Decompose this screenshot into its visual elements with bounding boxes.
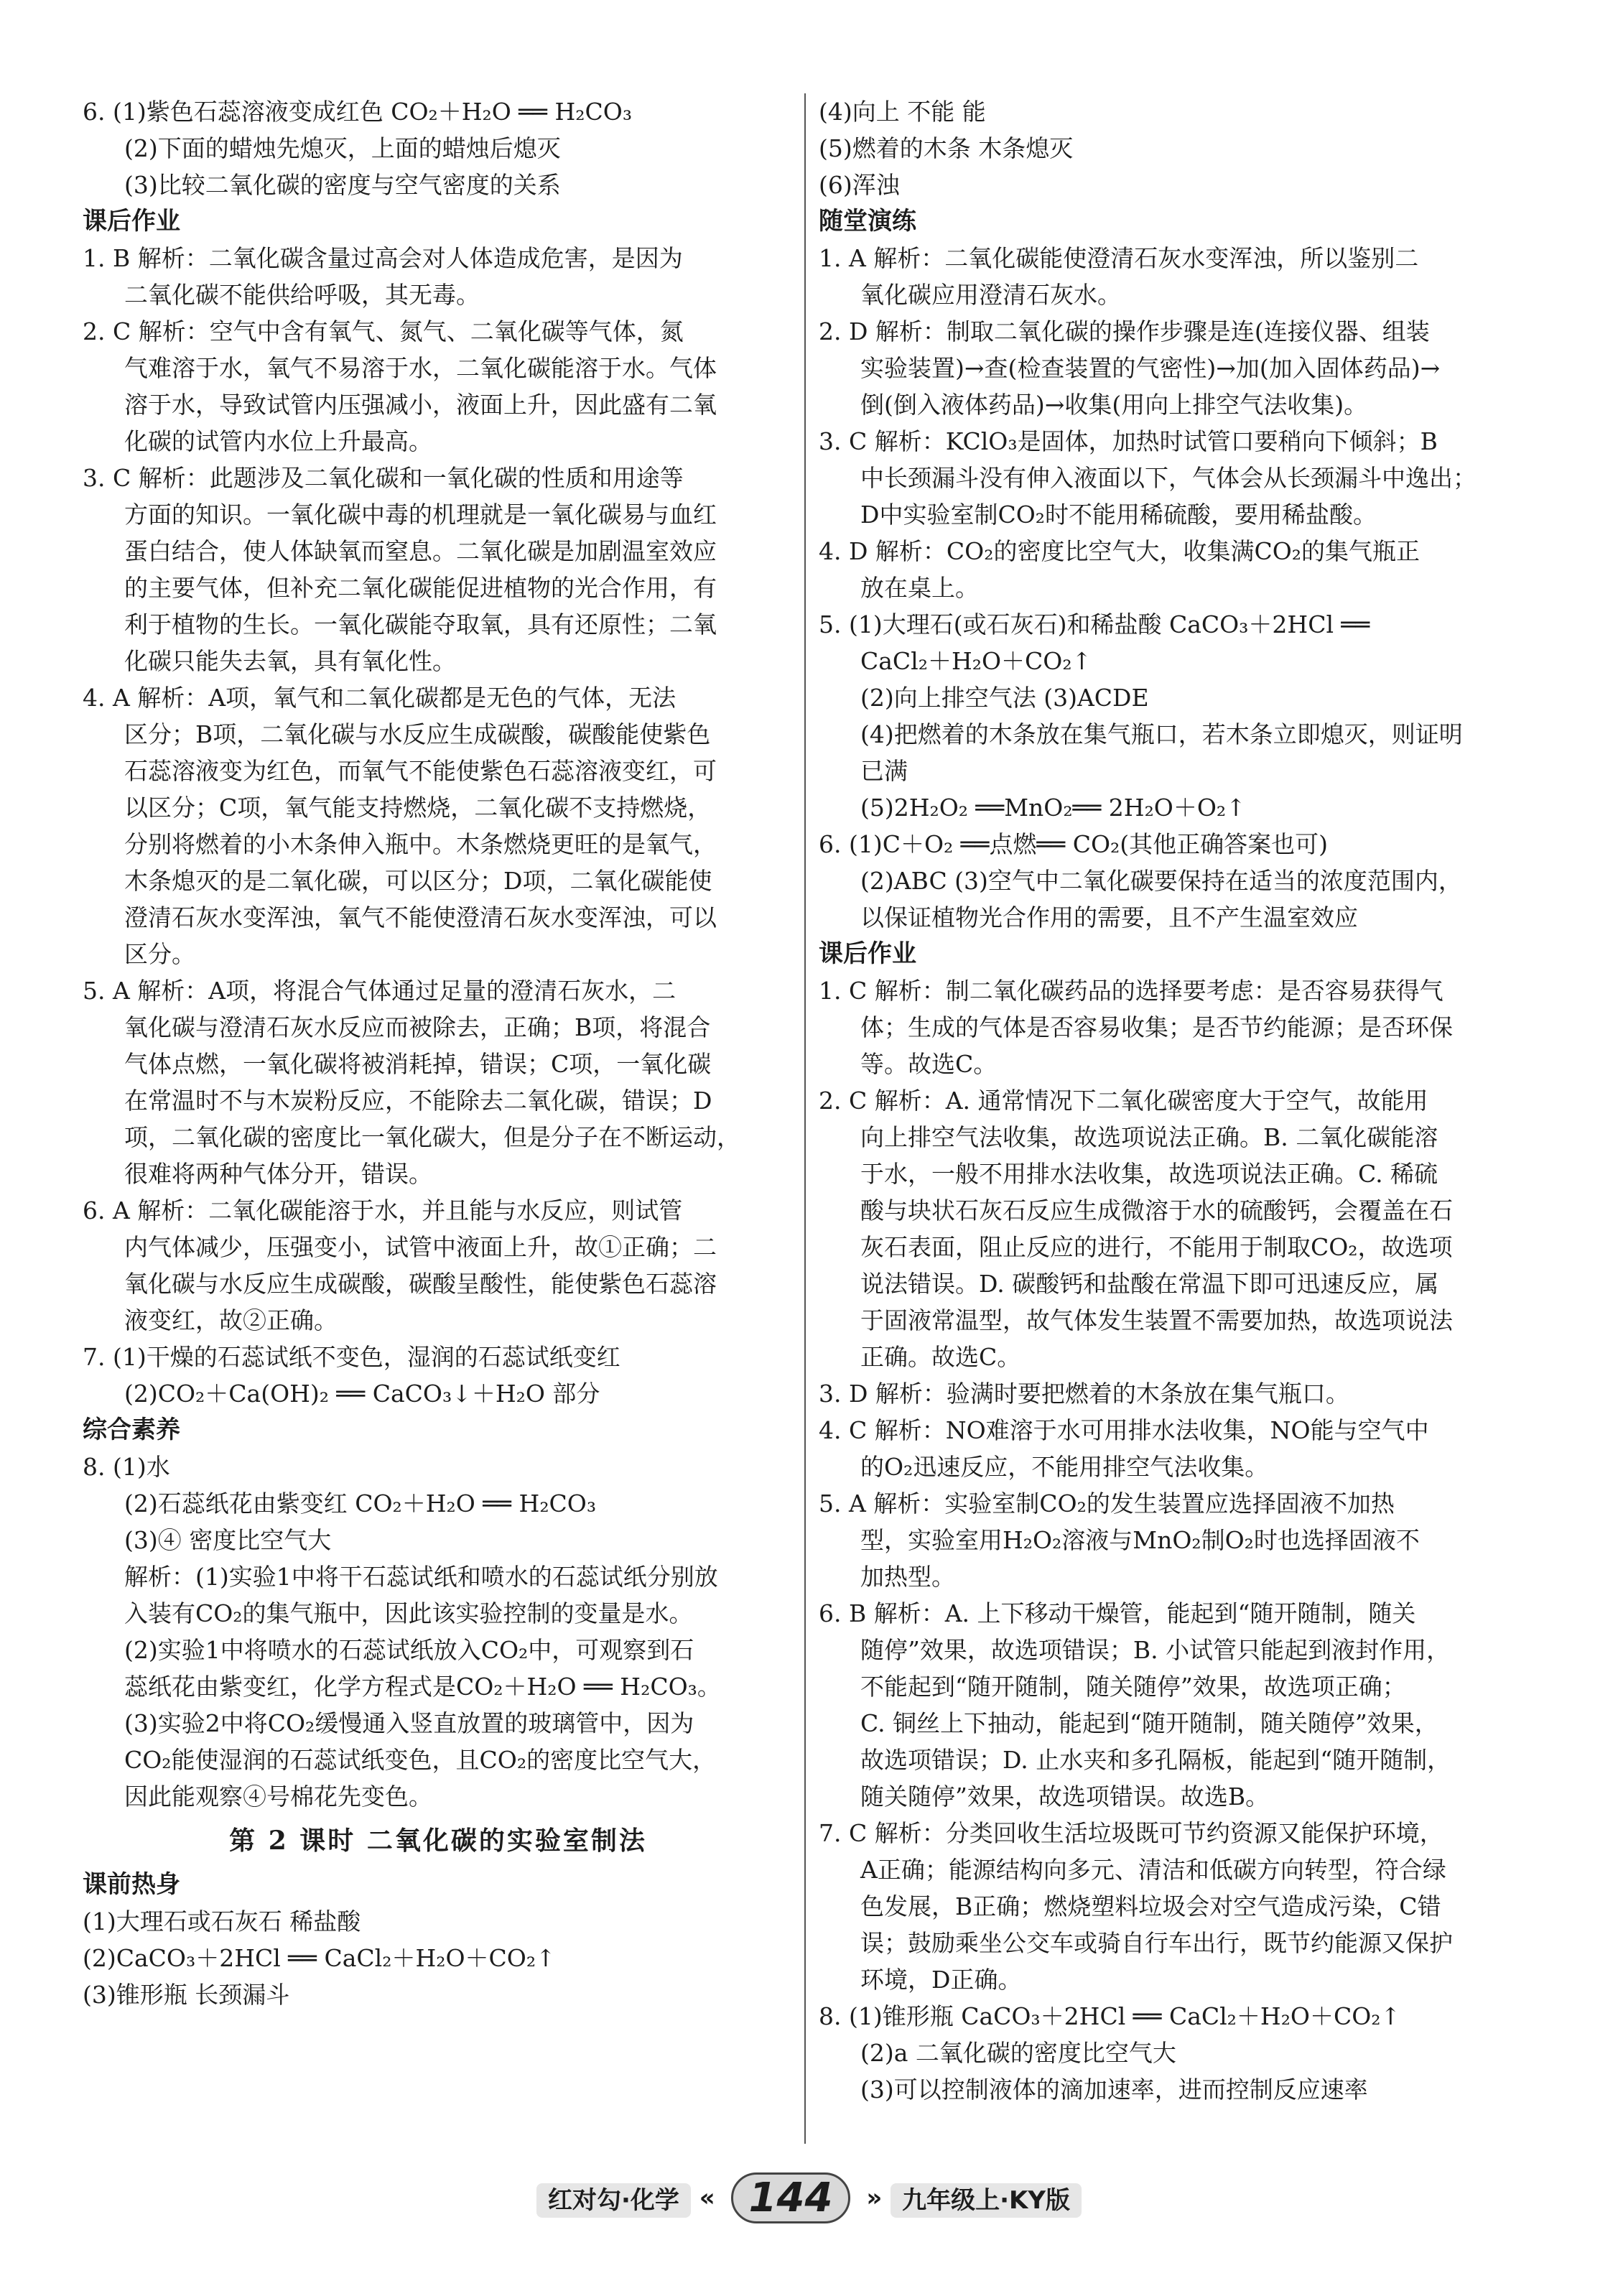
left-line-1: (2)下面的蜡烛先熄灭，上面的蜡烛后熄灭: [124, 134, 561, 162]
left-line-11: 方面的知识。一氧化碳中毒的机理就是一氧化碳易与血红: [124, 501, 717, 529]
left-line-36: 综合素养: [83, 1416, 180, 1444]
left-line-49: (1)大理石或石灰石 稀盐酸: [83, 1907, 361, 1935]
right-line-35: 3. D 解析：验满时要把燃着的木条放在集气瓶口。: [819, 1380, 1349, 1408]
left-line-30: 6. A 解析：二氧化碳能溶于水，并且能与水反应，则试管: [83, 1196, 683, 1224]
right-line-30: 酸与块状石灰石反应生成微溶于水的硫酸钙，会覆盖在石: [860, 1196, 1453, 1224]
page-number: 144: [731, 2172, 851, 2223]
right-line-9: 3. C 解析：KClO₃是固体，加热时试管口要稍向下倾斜；B: [819, 427, 1438, 455]
right-line-19: (5)2H₂O₂ ══MnO₂══ 2H₂O＋O₂↑: [860, 794, 1246, 822]
right-line-5: 氧化碳应用澄清石灰水。: [860, 281, 1121, 309]
right-line-24: 1. C 解析：制二氧化碳药品的选择要考虑：是否容易获得气: [819, 977, 1443, 1005]
left-line-12: 蛋白结合，使人体缺氧而窒息。二氧化碳是加剧温室效应: [124, 537, 717, 565]
footer-open-mark: «: [699, 2183, 715, 2213]
left-line-6: 2. C 解析：空气中含有氧气、氮气、二氧化碳等气体，氮: [83, 317, 684, 345]
left-line-17: 区分；B项，二氧化碳与水反应生成碳酸，碳酸能使紫色: [124, 720, 711, 748]
right-line-27: 2. C 解析：A. 通常情况下二氧化碳密度大于空气，故能用: [819, 1087, 1428, 1115]
left-line-40: 解析：(1)实验1中将干石蕊试纸和喷水的石蕊试纸分别放: [124, 1563, 718, 1591]
right-line-50: 误；鼓励乘坐公交车或骑自行车出行，既节约能源又保护: [860, 1929, 1453, 1957]
footer-grade-edition: 九年级上·KY版: [891, 2183, 1082, 2218]
right-line-39: 型，实验室用H₂O₂溶液与MnO₂制O₂时也选择固液不: [860, 1526, 1420, 1554]
right-line-43: 不能起到“随开随制，随关随停”效果，故选项正确；: [860, 1673, 1406, 1701]
right-line-20: 6. (1)C＋O₂ ══点燃══ CO₂(其他正确答案也可): [819, 830, 1328, 858]
footer-book-title: 红对勾·化学: [536, 2183, 691, 2218]
left-line-0: 6. (1)紫色石蕊溶液变成红色 CO₂＋H₂O ══ H₂CO₃: [83, 98, 633, 126]
right-line-41: 6. B 解析：A. 上下移动干燥管，能起到“随开随制，随关: [819, 1599, 1416, 1627]
right-line-48: A正确；能源结构向多元、清洁和低碳方向转型，符合绿: [860, 1856, 1446, 1884]
left-line-43: 蕊纸花由紫变红，化学方程式是CO₂＋H₂O ══ H₂CO₃。: [124, 1673, 721, 1701]
left-line-51: (3)锥形瓶 长颈漏斗: [83, 1981, 290, 2009]
left-line-39: (3)④ 密度比空气大: [124, 1526, 332, 1554]
right-line-46: 随关随停”效果，故选项错误。故选B。: [860, 1783, 1270, 1811]
left-line-46: 因此能观察④号棉花先变色。: [124, 1783, 432, 1811]
right-line-36: 4. C 解析：NO难溶于水可用排水法收集，NO能与空气中: [819, 1416, 1429, 1444]
left-line-21: 木条熄灭的是二氧化碳，可以区分；D项，二氧化碳能使: [124, 867, 712, 895]
left-line-25: 氧化碳与澄清石灰水反应而被除去，正确；B项，将混合: [124, 1013, 711, 1041]
left-line-23: 区分。: [124, 940, 195, 968]
right-line-32: 说法错误。D. 碳酸钙和盐酸在常温下即可迅速反应，属: [860, 1270, 1439, 1298]
left-line-35: (2)CO₂＋Ca(OH)₂ ══ CaCO₃↓＋H₂O 部分: [124, 1380, 600, 1408]
left-line-38: (2)石蕊纸花由紫变红 CO₂＋H₂O ══ H₂CO₃: [124, 1489, 597, 1518]
left-line-27: 在常温时不与木炭粉反应，不能除去二氧化碳，错误；D: [124, 1087, 712, 1115]
right-line-25: 体；生成的气体是否容易收集；是否节约能源；是否环保: [860, 1013, 1453, 1041]
right-line-54: (3)可以控制液体的滴加速率，进而控制反应速率: [860, 2076, 1368, 2104]
left-line-9: 化碳的试管内水位上升最高。: [124, 427, 432, 455]
right-line-14: 5. (1)大理石(或石灰石)和稀盐酸 CaCO₃＋2HCl ══: [819, 610, 1370, 638]
right-line-44: C. 铜丝上下抽动，能起到“随开随制，随关随停”效果，: [860, 1709, 1438, 1737]
right-line-15: CaCl₂＋H₂O＋CO₂↑: [860, 647, 1092, 675]
left-line-15: 化碳只能失去氧，具有氧化性。: [124, 647, 456, 675]
right-line-12: 4. D 解析：CO₂的密度比空气大，收集满CO₂的集气瓶正: [819, 537, 1420, 565]
left-line-4: 1. B 解析：二氧化碳含量过高会对人体造成危害，是因为: [83, 244, 683, 272]
left-line-7: 气难溶于水，氧气不易溶于水，二氧化碳能溶于水。气体: [124, 354, 717, 382]
right-line-38: 5. A 解析：实验室制CO₂的发生装置应选择固液不加热: [819, 1489, 1395, 1518]
right-line-53: (2)a 二氧化碳的密度比空气大: [860, 2039, 1176, 2067]
left-line-45: CO₂能使湿润的石蕊试纸变色，且CO₂的密度比空气大，: [124, 1746, 717, 1774]
left-line-18: 石蕊溶液变为红色，而氧气不能使紫色石蕊溶液变红，可: [124, 757, 717, 785]
right-line-28: 向上排空气法收集，故选项说法正确。B. 二氧化碳能溶: [860, 1123, 1438, 1151]
right-line-6: 2. D 解析：制取二氧化碳的操作步骤是连(连接仪器、组装: [819, 317, 1430, 345]
right-line-1: (5)燃着的木条 木条熄灭: [819, 134, 1074, 162]
left-line-48: 课前热身: [83, 1870, 180, 1899]
left-line-41: 入装有CO₂的集气瓶中，因此该实验控制的变量是水。: [124, 1599, 693, 1627]
right-line-4: 1. A 解析：二氧化碳能使澄清石灰水变浑浊，所以鉴别二: [819, 244, 1419, 272]
right-line-16: (2)向上排空气法 (3)ACDE: [860, 684, 1149, 712]
left-line-31: 内气体减少，压强变小，试管中液面上升，故①正确；二: [124, 1233, 717, 1261]
right-line-3: 随堂演练: [819, 207, 916, 236]
left-line-22: 澄清石灰水变浑浊，氧气不能使澄清石灰水变浑浊，可以: [124, 903, 717, 931]
right-line-51: 环境，D正确。: [860, 1966, 1022, 1994]
right-line-40: 加热型。: [860, 1563, 955, 1591]
left-line-2: (3)比较二氧化碳的密度与空气密度的关系: [124, 171, 561, 199]
right-line-42: 随停”效果，故选项错误；B. 小试管只能起到液封作用，: [860, 1636, 1451, 1664]
right-line-31: 灰石表面，阻止反应的进行，不能用于制取CO₂，故选项: [860, 1233, 1453, 1261]
right-line-13: 放在桌上。: [860, 574, 979, 602]
right-line-10: 中长颈漏斗没有伸入液面以下，气体会从长颈漏斗中逸出；: [860, 464, 1477, 492]
left-line-3: 课后作业: [83, 207, 180, 236]
left-line-13: 的主要气体，但补充二氧化碳能促进植物的光合作用，有: [124, 574, 717, 602]
left-line-42: (2)实验1中将喷水的石蕊试纸放入CO₂中，可观察到石: [124, 1636, 694, 1664]
left-column: [83, 93, 794, 2013]
left-line-44: (3)实验2中将CO₂缓慢通入竖直放置的玻璃管中，因为: [124, 1709, 694, 1737]
right-line-11: D中实验室制CO₂时不能用稀硫酸，要用稀盐酸。: [860, 501, 1377, 529]
left-line-26: 气体点燃，一氧化碳将被消耗掉，错误；C项，一氧化碳: [124, 1050, 712, 1078]
left-line-28: 项，二氧化碳的密度比一氧化碳大，但是分子在不断运动，: [124, 1123, 740, 1151]
left-line-20: 分别将燃着的小木条伸入瓶中。木条燃烧更旺的是氧气，: [124, 830, 717, 858]
left-line-50: (2)CaCO₃＋2HCl ══ CaCl₂＋H₂O＋CO₂↑: [83, 1944, 556, 1972]
right-line-2: (6)浑浊: [819, 171, 900, 199]
right-line-33: 于固液常温型，故气体发生装置不需要加热，故选项说法: [860, 1306, 1453, 1334]
right-line-26: 等。故选C。: [860, 1050, 998, 1078]
right-line-18: 已满: [860, 757, 908, 785]
right-line-8: 倒(倒入液体药品)→收集(用向上排空气法收集)。: [860, 391, 1368, 419]
left-line-10: 3. C 解析：此题涉及二氧化碳和一氧化碳的性质和用途等: [83, 464, 684, 492]
right-line-23: 课后作业: [819, 939, 916, 968]
right-line-29: 于水，一般不用排水法收集，故选项说法正确。C. 稀硫: [860, 1160, 1438, 1188]
right-line-34: 正确。故选C。: [860, 1343, 1021, 1371]
left-line-33: 液变红，故②正确。: [124, 1306, 338, 1334]
left-line-29: 很难将两种气体分开，错误。: [124, 1160, 432, 1188]
left-line-24: 5. A 解析：A项，将混合气体通过足量的澄清石灰水，二: [83, 977, 677, 1005]
left-line-34: 7. (1)干燥的石蕊试纸不变色，湿润的石蕊试纸变红: [83, 1343, 620, 1371]
right-line-49: 色发展，B正确；燃烧塑料垃圾会对空气造成污染，C错: [860, 1892, 1441, 1920]
right-line-45: 故选项错误；D. 止水夹和多孔隔板，能起到“随开随制，: [860, 1746, 1451, 1774]
right-line-37: 的O₂迅速反应，不能用排空气法收集。: [860, 1453, 1269, 1481]
right-line-7: 实验装置)→查(检查装置的气密性)→加(加入固体药品)→: [860, 354, 1441, 382]
right-line-21: (2)ABC (3)空气中二氧化碳要保持在适当的浓度范围内，: [860, 867, 1462, 895]
column-divider: [804, 93, 806, 2144]
right-line-22: 以保证植物光合作用的需要，且不产生温室效应: [860, 903, 1358, 931]
right-line-0: (4)向上 不能 能: [819, 98, 986, 126]
left-line-8: 溶于水，导致试管内压强减小，液面上升，因此盛有二氧: [124, 391, 717, 419]
left-line-32: 氧化碳与水反应生成碳酸，碳酸呈酸性，能使紫色石蕊溶: [124, 1270, 717, 1298]
right-line-52: 8. (1)锥形瓶 CaCO₃＋2HCl ══ CaCl₂＋H₂O＋CO₂↑: [819, 2002, 1401, 2030]
left-line-47: 第 2 课时 二氧化碳的实验室制法: [229, 1826, 647, 1856]
left-line-14: 利于植物的生长。一氧化碳能夺取氧，具有还原性；二氧: [124, 610, 717, 638]
page-footer: [0, 2172, 1618, 2223]
right-column: [819, 93, 1537, 2108]
left-line-5: 二氧化碳不能供给呼吸，其无毒。: [124, 281, 480, 309]
left-line-37: 8. (1)水: [83, 1453, 170, 1481]
right-line-47: 7. C 解析：分类回收生活垃圾既可节约资源又能保护环境，: [819, 1819, 1443, 1847]
left-line-19: 以区分；C项，氧气能支持燃烧，二氧化碳不支持燃烧，: [124, 794, 712, 822]
left-line-16: 4. A 解析：A项，氧气和二氧化碳都是无色的气体，无法: [83, 684, 677, 712]
right-line-17: (4)把燃着的木条放在集气瓶口，若木条立即熄灭，则证明: [860, 720, 1463, 748]
footer-close-mark: »: [866, 2183, 883, 2213]
